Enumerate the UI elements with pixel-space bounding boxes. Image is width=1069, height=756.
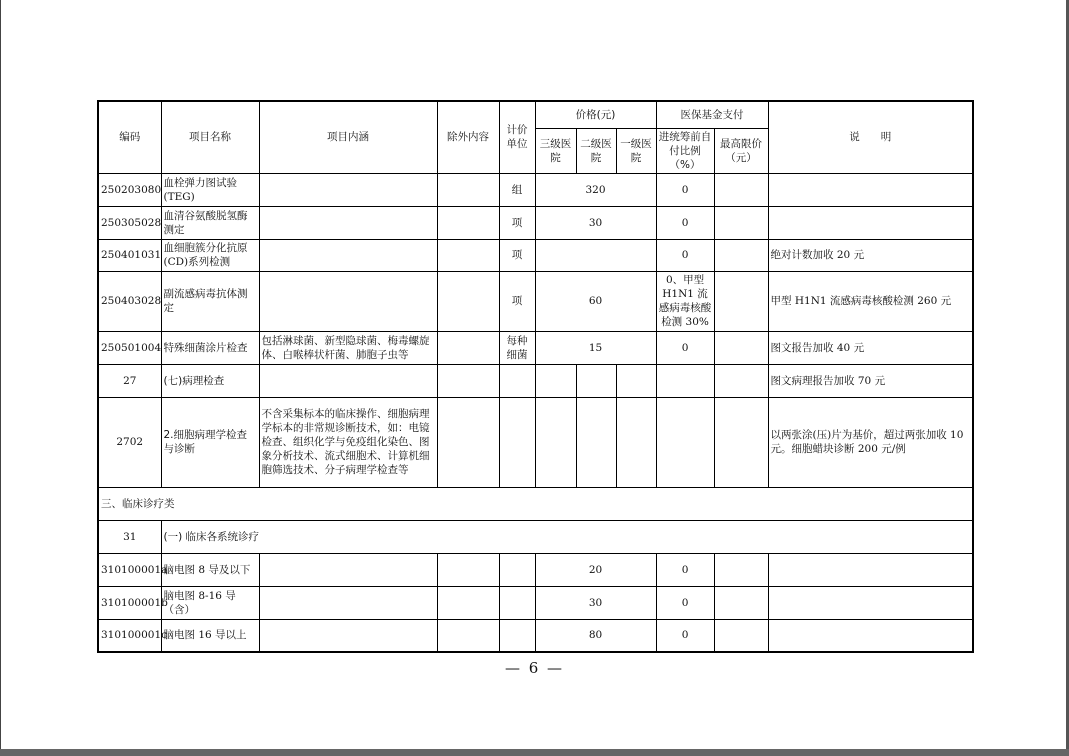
cell-limit [714, 271, 768, 331]
cell-unit: 每种细菌 [499, 331, 535, 364]
cell-unit [499, 586, 535, 619]
cell-price: 80 [535, 619, 656, 652]
header-limit: 最高限价（元） [714, 128, 768, 173]
section-row [98, 487, 973, 520]
table-row [98, 553, 973, 586]
table-row [98, 331, 973, 364]
cell-grade2 [576, 364, 616, 397]
cell-code: 27 [98, 364, 161, 397]
cell-ratio: 0 [656, 239, 714, 271]
cell-exclusion [437, 364, 499, 397]
cell-ratio: 0 [656, 553, 714, 586]
cell-name: 脑电图 16 导以上 [161, 619, 259, 652]
cell-note: 甲型 H1N1 流感病毒核酸检测 260 元 [768, 271, 973, 331]
cell-content [259, 173, 437, 206]
cell-limit [714, 364, 768, 397]
cell-note: 绝对计数加收 20 元 [768, 239, 973, 271]
cell-note [768, 206, 973, 239]
cell-price: 30 [535, 206, 656, 239]
cell-price: 30 [535, 586, 656, 619]
subsection-title: (一) 临床各系统诊疗 [161, 520, 973, 553]
cell-unit [499, 397, 535, 487]
cell-code: 250305028 [98, 206, 161, 239]
cell-unit: 组 [499, 173, 535, 206]
table-row [98, 239, 973, 271]
cell-content [259, 271, 437, 331]
cell-code: 310100001b [98, 586, 161, 619]
cell-grade3 [535, 397, 576, 487]
price-table [97, 100, 974, 653]
cell-content [259, 364, 437, 397]
header-unit: 计价单位 [499, 101, 535, 173]
table-row [98, 364, 973, 397]
cell-note: 图文病理报告加收 70 元 [768, 364, 973, 397]
cell-code: 250401031 [98, 239, 161, 271]
table-row [98, 271, 973, 331]
cell-name: 血清谷氨酸脱氢酶测定 [161, 206, 259, 239]
cell-name: 副流感病毒抗体测定 [161, 271, 259, 331]
cell-limit [714, 586, 768, 619]
cell-exclusion [437, 206, 499, 239]
cell-unit [499, 364, 535, 397]
cell-exclusion [437, 553, 499, 586]
cell-limit [714, 206, 768, 239]
cell-grade1 [616, 364, 656, 397]
table-header [98, 101, 973, 173]
cell-ratio: 0 [656, 206, 714, 239]
cell-exclusion [437, 173, 499, 206]
cell-exclusion [437, 619, 499, 652]
cell-price: 20 [535, 553, 656, 586]
cell-exclusion [437, 331, 499, 364]
cell-limit [714, 239, 768, 271]
header-exclusion: 除外内容 [437, 101, 499, 173]
cell-grade2 [576, 397, 616, 487]
table-row [98, 619, 973, 652]
cell-price: 15 [535, 331, 656, 364]
cell-code: 31 [98, 520, 161, 553]
page-frame-bottom [0, 749, 1069, 756]
cell-content: 包括淋球菌、新型隐球菌、梅毒螺旋体、白喉棒状杆菌、肺胞子虫等 [259, 331, 437, 364]
cell-ratio: 0 [656, 331, 714, 364]
subsection-row [98, 520, 973, 553]
cell-unit: 项 [499, 271, 535, 331]
cell-ratio [656, 397, 714, 487]
cell-limit [714, 553, 768, 586]
cell-unit: 项 [499, 239, 535, 271]
cell-content [259, 239, 437, 271]
cell-limit [714, 397, 768, 487]
cell-name: 2.细胞病理学检查与诊断 [161, 397, 259, 487]
header-fund: 医保基金支付 [656, 101, 768, 128]
cell-note [768, 553, 973, 586]
cell-price: 320 [535, 173, 656, 206]
cell-unit: 项 [499, 206, 535, 239]
cell-name: 特殊细菌涂片检查 [161, 331, 259, 364]
header-grade2: 二级医院 [576, 128, 616, 173]
cell-code: 310100001a [98, 553, 161, 586]
header-note: 说 明 [768, 101, 973, 173]
page-frame-left [0, 0, 1, 756]
cell-ratio: 0 [656, 173, 714, 206]
cell-content [259, 553, 437, 586]
cell-exclusion [437, 239, 499, 271]
cell-code: 250203080 [98, 173, 161, 206]
header-grade1: 一级医院 [616, 128, 656, 173]
header-name: 项目名称 [161, 101, 259, 173]
cell-exclusion [437, 397, 499, 487]
table-row [98, 397, 973, 487]
cell-content [259, 586, 437, 619]
cell-grade3 [535, 364, 576, 397]
cell-code: 2702 [98, 397, 161, 487]
cell-code: 310100001c [98, 619, 161, 652]
cell-content [259, 206, 437, 239]
cell-name: 血栓弹力图试验(TEG) [161, 173, 259, 206]
header-content: 项目内涵 [259, 101, 437, 173]
cell-content: 不含采集标本的临床操作、细胞病理学标本的非常规诊断技术，如：电镜检查、组织化学与免疫组化染色、图象分析技术、流式细胞术、计算机细胞筛选技术、分子病理学检查等 [259, 397, 437, 487]
table-row [98, 206, 973, 239]
cell-content [259, 619, 437, 652]
cell-limit [714, 173, 768, 206]
cell-name: 血细胞簇分化抗原(CD)系列检测 [161, 239, 259, 271]
cell-ratio: 0 [656, 619, 714, 652]
cell-name: 脑电图 8 导及以下 [161, 553, 259, 586]
cell-price [535, 239, 656, 271]
table-body [98, 173, 973, 652]
cell-note: 图文报告加收 40 元 [768, 331, 973, 364]
table-row [98, 586, 973, 619]
cell-note [768, 586, 973, 619]
cell-limit [714, 619, 768, 652]
header-grade3: 三级医院 [535, 128, 576, 173]
cell-code: 250403028 [98, 271, 161, 331]
cell-note [768, 173, 973, 206]
cell-ratio [656, 364, 714, 397]
header-ratio: 进统筹前自付比例（%） [656, 128, 714, 173]
cell-unit [499, 553, 535, 586]
cell-note [768, 619, 973, 652]
cell-note: 以两张涂(压)片为基价，超过两张加收 10 元。细胞蜡块诊断 200 元/例 [768, 397, 973, 487]
cell-limit [714, 331, 768, 364]
cell-exclusion [437, 271, 499, 331]
cell-code: 250501004 [98, 331, 161, 364]
cell-unit [499, 619, 535, 652]
cell-name: 脑电图 8-16 导（含） [161, 586, 259, 619]
section-title: 三、临床诊疗类 [98, 487, 973, 520]
cell-name: (七)病理检查 [161, 364, 259, 397]
cell-exclusion [437, 586, 499, 619]
table-row [98, 173, 973, 206]
cell-price: 60 [535, 271, 656, 331]
cell-grade1 [616, 397, 656, 487]
page-number: — 6 — [504, 659, 565, 677]
cell-ratio: 0、甲型 H1N1 流感病毒核酸检测 30% [656, 271, 714, 331]
header-code: 编码 [98, 101, 161, 173]
cell-ratio: 0 [656, 586, 714, 619]
header-price: 价格(元) [535, 101, 656, 128]
